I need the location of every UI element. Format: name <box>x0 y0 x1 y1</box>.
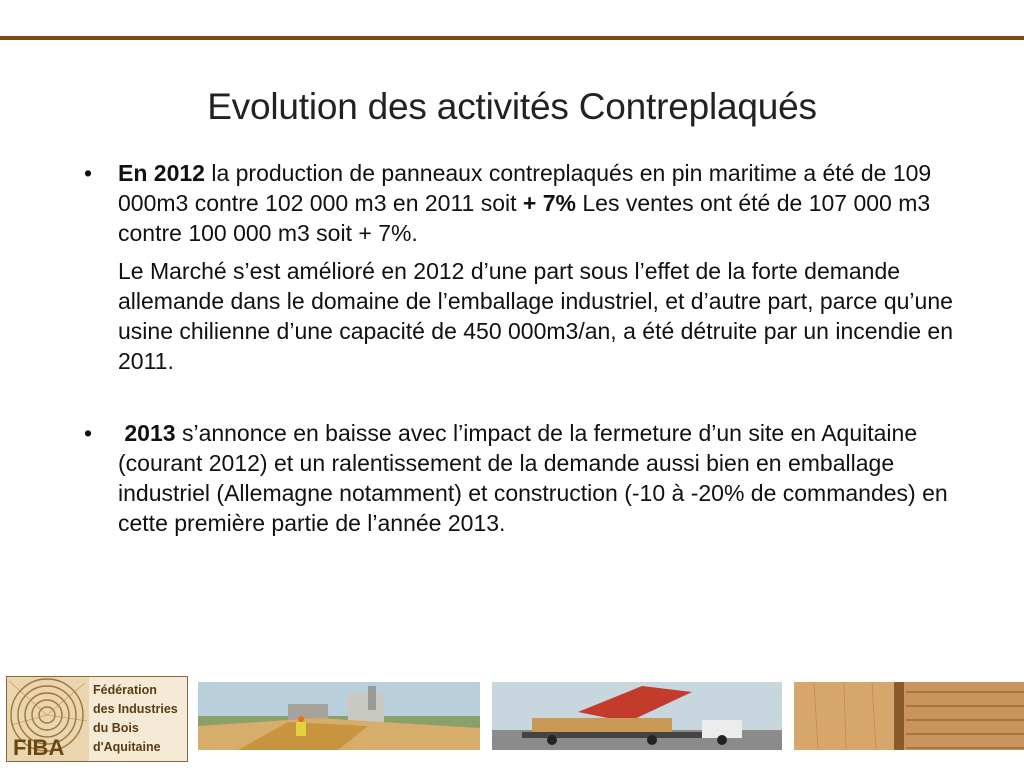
bullet-text-2012-b: Les ventes ont été de 107 000 m3 contre 100 000 m3 soit + 7%. <box>118 190 931 246</box>
fiba-acronym: FIBA <box>13 735 65 760</box>
fiba-name-line: Fédération <box>93 683 157 697</box>
bullet-marker: • <box>84 160 93 186</box>
bullet-text-2012-a: la production de panneaux contreplaqués en pin maritime a été de 109 000m3 contre 102 000 m3 en 2011 soit <box>118 160 932 216</box>
bullet-marker: • <box>84 420 93 446</box>
bullet-lead-2013: 2013 <box>124 420 176 446</box>
fiba-name-line: d'Aquitaine <box>93 740 161 754</box>
photo-wood-cladding <box>794 682 1024 750</box>
photo-sawmill <box>198 682 480 750</box>
fiba-name <box>93 681 188 757</box>
slide-body <box>84 158 984 538</box>
footer-strip <box>0 676 1024 768</box>
bullet-continuation-market: Le Marché s’est amélioré en 2012 d’une part sous l’effet de la forte demande allemande dans le domaine de l’emballage industriel, et d’autre part, parce qu’une usine chilienne d’une capacité de 450 000m3/an, a été détruite par un incendie en 2011. <box>118 258 953 374</box>
bullet-emphasis-growth: + 7% <box>522 190 576 216</box>
fiba-logo <box>6 676 188 762</box>
photo-truck-loading <box>492 682 782 750</box>
bullet-text-2013: s’annonce en baisse avec l’impact de la fermeture d’un site en Aquitaine (courant 2012) et un ralentissement de la demande aussi bien en emballage industriel (Allemagne notamment) et construction (-10 à -20% de commandes) en cette première partie de l’année 2013. <box>118 420 948 536</box>
top-divider-rule <box>0 36 1024 40</box>
fiba-logo-emblem <box>7 677 89 761</box>
bullet-item-2012 <box>84 158 958 248</box>
bullet-item-2013 <box>84 418 958 538</box>
fiba-name-line: des Industries <box>93 702 178 716</box>
slide-title: Evolution des activités Contreplaqués <box>207 86 817 127</box>
fiba-name-line: du Bois <box>93 721 139 735</box>
bullet-lead-2012: En 2012 <box>118 160 205 186</box>
